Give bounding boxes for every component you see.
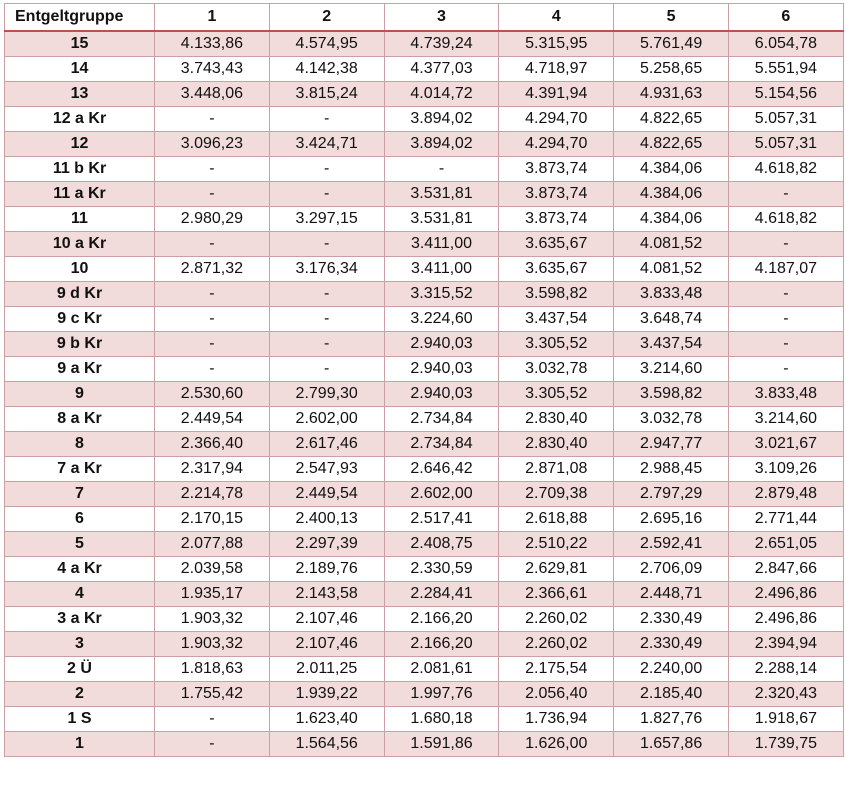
- salary-cell: 2.366,61: [499, 582, 614, 607]
- salary-cell: 3.833,48: [614, 282, 729, 307]
- salary-cell: 1.623,40: [269, 707, 384, 732]
- salary-cell: 2.408,75: [384, 532, 499, 557]
- salary-cell: 2.297,39: [269, 532, 384, 557]
- table-row: [5, 157, 844, 182]
- entgeltgruppe-cell: 6: [5, 507, 155, 532]
- table-body: [5, 31, 844, 757]
- salary-cell: 2.871,32: [155, 257, 270, 282]
- salary-cell: 2.771,44: [728, 507, 843, 532]
- table-row: [5, 507, 844, 532]
- salary-cell: -: [155, 357, 270, 382]
- salary-cell: 3.176,34: [269, 257, 384, 282]
- salary-cell: -: [155, 732, 270, 757]
- salary-cell: 1.827,76: [614, 707, 729, 732]
- salary-cell: 2.330,59: [384, 557, 499, 582]
- salary-cell: 1.903,32: [155, 632, 270, 657]
- salary-cell: 3.437,54: [614, 332, 729, 357]
- salary-cell: 3.598,82: [499, 282, 614, 307]
- salary-cell: 3.032,78: [499, 357, 614, 382]
- salary-cell: 5.154,56: [728, 82, 843, 107]
- entgeltgruppe-cell: 2 Ü: [5, 657, 155, 682]
- salary-cell: 2.011,25: [269, 657, 384, 682]
- salary-cell: 3.894,02: [384, 132, 499, 157]
- salary-cell: 2.988,45: [614, 457, 729, 482]
- entgeltgruppe-cell: 11 a Kr: [5, 182, 155, 207]
- entgeltgruppe-cell: 3 a Kr: [5, 607, 155, 632]
- salary-cell: 2.695,16: [614, 507, 729, 532]
- pay-scale-table: [4, 3, 844, 757]
- salary-cell: -: [269, 282, 384, 307]
- salary-cell: 2.077,88: [155, 532, 270, 557]
- entgeltgruppe-cell: 11: [5, 207, 155, 232]
- salary-cell: 3.305,52: [499, 332, 614, 357]
- salary-cell: 3.109,26: [728, 457, 843, 482]
- salary-cell: -: [269, 157, 384, 182]
- table-row: [5, 457, 844, 482]
- salary-cell: 2.879,48: [728, 482, 843, 507]
- salary-cell: 2.517,41: [384, 507, 499, 532]
- salary-cell: 4.574,95: [269, 31, 384, 57]
- table-row: [5, 182, 844, 207]
- salary-cell: 3.032,78: [614, 407, 729, 432]
- salary-cell: 2.143,58: [269, 582, 384, 607]
- salary-cell: 2.530,60: [155, 382, 270, 407]
- salary-cell: 4.294,70: [499, 107, 614, 132]
- salary-cell: -: [155, 707, 270, 732]
- salary-cell: 4.618,82: [728, 157, 843, 182]
- salary-cell: 2.734,84: [384, 407, 499, 432]
- salary-cell: 1.657,86: [614, 732, 729, 757]
- salary-cell: 1.626,00: [499, 732, 614, 757]
- salary-cell: 3.598,82: [614, 382, 729, 407]
- salary-cell: -: [728, 307, 843, 332]
- salary-cell: 3.411,00: [384, 257, 499, 282]
- salary-cell: -: [728, 182, 843, 207]
- salary-cell: 4.931,63: [614, 82, 729, 107]
- salary-cell: 3.531,81: [384, 182, 499, 207]
- salary-cell: 3.315,52: [384, 282, 499, 307]
- header-stufe-5: 5: [614, 4, 729, 32]
- salary-cell: 5.057,31: [728, 132, 843, 157]
- salary-cell: 4.384,06: [614, 207, 729, 232]
- salary-cell: -: [269, 357, 384, 382]
- salary-cell: -: [155, 307, 270, 332]
- salary-cell: 2.496,86: [728, 582, 843, 607]
- header-entgeltgruppe: Entgeltgruppe: [5, 4, 155, 32]
- entgeltgruppe-cell: 4: [5, 582, 155, 607]
- salary-cell: 2.260,02: [499, 632, 614, 657]
- entgeltgruppe-cell: 9 a Kr: [5, 357, 155, 382]
- salary-cell: 2.288,14: [728, 657, 843, 682]
- salary-cell: 2.284,41: [384, 582, 499, 607]
- entgeltgruppe-cell: 3: [5, 632, 155, 657]
- salary-cell: 4.081,52: [614, 232, 729, 257]
- table-row: [5, 382, 844, 407]
- salary-cell: 3.873,74: [499, 157, 614, 182]
- salary-cell: -: [728, 332, 843, 357]
- entgeltgruppe-cell: 9: [5, 382, 155, 407]
- salary-cell: 2.940,03: [384, 357, 499, 382]
- salary-cell: 2.170,15: [155, 507, 270, 532]
- salary-cell: 2.871,08: [499, 457, 614, 482]
- salary-cell: -: [269, 232, 384, 257]
- salary-cell: 2.830,40: [499, 432, 614, 457]
- salary-cell: -: [269, 332, 384, 357]
- salary-cell: 2.056,40: [499, 682, 614, 707]
- entgeltgruppe-cell: 9 d Kr: [5, 282, 155, 307]
- salary-cell: 2.830,40: [499, 407, 614, 432]
- salary-cell: 2.166,20: [384, 632, 499, 657]
- entgeltgruppe-cell: 2: [5, 682, 155, 707]
- salary-cell: 5.315,95: [499, 31, 614, 57]
- salary-cell: 3.021,67: [728, 432, 843, 457]
- salary-cell: 1.903,32: [155, 607, 270, 632]
- salary-cell: -: [155, 332, 270, 357]
- salary-cell: 4.384,06: [614, 157, 729, 182]
- table-row: [5, 732, 844, 757]
- header-stufe-2: 2: [269, 4, 384, 32]
- salary-cell: 4.384,06: [614, 182, 729, 207]
- salary-cell: 2.039,58: [155, 557, 270, 582]
- salary-cell: 2.797,29: [614, 482, 729, 507]
- entgeltgruppe-cell: 8: [5, 432, 155, 457]
- salary-cell: 3.437,54: [499, 307, 614, 332]
- salary-cell: -: [269, 107, 384, 132]
- salary-cell: 2.081,61: [384, 657, 499, 682]
- entgeltgruppe-cell: 12: [5, 132, 155, 157]
- table-row: [5, 282, 844, 307]
- salary-cell: 2.366,40: [155, 432, 270, 457]
- salary-cell: -: [155, 157, 270, 182]
- salary-cell: 3.531,81: [384, 207, 499, 232]
- salary-cell: 1.739,75: [728, 732, 843, 757]
- table-row: [5, 557, 844, 582]
- salary-cell: 2.448,71: [614, 582, 729, 607]
- salary-cell: 3.635,67: [499, 232, 614, 257]
- salary-cell: 1.997,76: [384, 682, 499, 707]
- salary-cell: 2.706,09: [614, 557, 729, 582]
- salary-cell: 2.320,43: [728, 682, 843, 707]
- table-row: [5, 232, 844, 257]
- entgeltgruppe-cell: 1: [5, 732, 155, 757]
- salary-cell: 3.743,43: [155, 57, 270, 82]
- salary-cell: 2.107,46: [269, 632, 384, 657]
- salary-cell: 2.940,03: [384, 382, 499, 407]
- salary-cell: -: [269, 307, 384, 332]
- salary-cell: 1.818,63: [155, 657, 270, 682]
- salary-cell: -: [155, 182, 270, 207]
- salary-cell: 3.214,60: [614, 357, 729, 382]
- salary-cell: 1.680,18: [384, 707, 499, 732]
- entgeltgruppe-cell: 10: [5, 257, 155, 282]
- salary-cell: 3.424,71: [269, 132, 384, 157]
- entgeltgruppe-cell: 13: [5, 82, 155, 107]
- salary-cell: 2.980,29: [155, 207, 270, 232]
- salary-cell: 2.496,86: [728, 607, 843, 632]
- table-row: [5, 357, 844, 382]
- salary-cell: 2.734,84: [384, 432, 499, 457]
- salary-cell: 3.214,60: [728, 407, 843, 432]
- salary-cell: 4.014,72: [384, 82, 499, 107]
- salary-cell: 2.651,05: [728, 532, 843, 557]
- salary-cell: 3.894,02: [384, 107, 499, 132]
- salary-cell: 3.635,67: [499, 257, 614, 282]
- salary-cell: 2.449,54: [269, 482, 384, 507]
- salary-cell: 1.918,67: [728, 707, 843, 732]
- salary-cell: 3.297,15: [269, 207, 384, 232]
- table-row: [5, 607, 844, 632]
- table-row: [5, 582, 844, 607]
- salary-cell: 2.400,13: [269, 507, 384, 532]
- salary-cell: 2.602,00: [384, 482, 499, 507]
- table-row: [5, 432, 844, 457]
- salary-cell: 4.739,24: [384, 31, 499, 57]
- table-row: [5, 632, 844, 657]
- salary-cell: 3.648,74: [614, 307, 729, 332]
- salary-cell: 2.629,81: [499, 557, 614, 582]
- salary-cell: 2.617,46: [269, 432, 384, 457]
- salary-cell: 2.646,42: [384, 457, 499, 482]
- salary-cell: 1.939,22: [269, 682, 384, 707]
- salary-cell: 2.185,40: [614, 682, 729, 707]
- table-row: [5, 132, 844, 157]
- header-row: [5, 4, 844, 32]
- salary-cell: 2.449,54: [155, 407, 270, 432]
- salary-cell: 6.054,78: [728, 31, 843, 57]
- salary-cell: 2.602,00: [269, 407, 384, 432]
- header-stufe-6: 6: [728, 4, 843, 32]
- salary-cell: 2.107,46: [269, 607, 384, 632]
- entgeltgruppe-cell: 15: [5, 31, 155, 57]
- entgeltgruppe-cell: 12 a Kr: [5, 107, 155, 132]
- salary-cell: 3.873,74: [499, 182, 614, 207]
- salary-cell: -: [728, 232, 843, 257]
- salary-cell: 4.133,86: [155, 31, 270, 57]
- salary-cell: 2.214,78: [155, 482, 270, 507]
- salary-cell: 4.822,65: [614, 107, 729, 132]
- salary-cell: 1.935,17: [155, 582, 270, 607]
- entgeltgruppe-cell: 11 b Kr: [5, 157, 155, 182]
- salary-cell: -: [269, 182, 384, 207]
- table-row: [5, 707, 844, 732]
- salary-cell: -: [728, 357, 843, 382]
- table-row: [5, 31, 844, 57]
- salary-cell: 2.799,30: [269, 382, 384, 407]
- salary-cell: 2.947,77: [614, 432, 729, 457]
- salary-cell: -: [155, 232, 270, 257]
- entgeltgruppe-cell: 14: [5, 57, 155, 82]
- salary-cell: 3.411,00: [384, 232, 499, 257]
- salary-cell: 5.057,31: [728, 107, 843, 132]
- salary-cell: 1.755,42: [155, 682, 270, 707]
- salary-cell: 3.448,06: [155, 82, 270, 107]
- salary-cell: 4.081,52: [614, 257, 729, 282]
- salary-cell: 3.815,24: [269, 82, 384, 107]
- salary-cell: -: [728, 282, 843, 307]
- salary-cell: -: [155, 282, 270, 307]
- salary-cell: 2.317,94: [155, 457, 270, 482]
- salary-cell: 3.096,23: [155, 132, 270, 157]
- header-stufe-1: 1: [155, 4, 270, 32]
- salary-cell: 2.166,20: [384, 607, 499, 632]
- salary-cell: 5.551,94: [728, 57, 843, 82]
- salary-cell: 2.189,76: [269, 557, 384, 582]
- header-stufe-4: 4: [499, 4, 614, 32]
- salary-cell: 4.294,70: [499, 132, 614, 157]
- table-row: [5, 57, 844, 82]
- salary-cell: 3.224,60: [384, 307, 499, 332]
- table-row: [5, 657, 844, 682]
- salary-cell: 5.258,65: [614, 57, 729, 82]
- salary-cell: 1.564,56: [269, 732, 384, 757]
- salary-cell: 2.709,38: [499, 482, 614, 507]
- salary-cell: 2.510,22: [499, 532, 614, 557]
- salary-cell: -: [155, 107, 270, 132]
- table-row: [5, 82, 844, 107]
- table-row: [5, 682, 844, 707]
- salary-cell: 2.618,88: [499, 507, 614, 532]
- entgeltgruppe-cell: 10 a Kr: [5, 232, 155, 257]
- table-row: [5, 257, 844, 282]
- table-row: [5, 407, 844, 432]
- salary-cell: 1.736,94: [499, 707, 614, 732]
- salary-cell: 4.822,65: [614, 132, 729, 157]
- salary-cell: 2.330,49: [614, 632, 729, 657]
- salary-cell: 2.592,41: [614, 532, 729, 557]
- salary-cell: -: [384, 157, 499, 182]
- salary-cell: 2.240,00: [614, 657, 729, 682]
- table-row: [5, 207, 844, 232]
- salary-cell: 2.175,54: [499, 657, 614, 682]
- salary-cell: 2.330,49: [614, 607, 729, 632]
- salary-cell: 2.394,94: [728, 632, 843, 657]
- salary-cell: 3.873,74: [499, 207, 614, 232]
- entgeltgruppe-cell: 7 a Kr: [5, 457, 155, 482]
- salary-cell: 5.761,49: [614, 31, 729, 57]
- salary-cell: 1.591,86: [384, 732, 499, 757]
- entgeltgruppe-cell: 5: [5, 532, 155, 557]
- table-row: [5, 332, 844, 357]
- salary-cell: 2.847,66: [728, 557, 843, 582]
- table-row: [5, 307, 844, 332]
- entgeltgruppe-cell: 9 b Kr: [5, 332, 155, 357]
- header-stufe-3: 3: [384, 4, 499, 32]
- salary-cell: 4.618,82: [728, 207, 843, 232]
- salary-cell: 2.260,02: [499, 607, 614, 632]
- salary-cell: 3.305,52: [499, 382, 614, 407]
- salary-cell: 4.377,03: [384, 57, 499, 82]
- entgeltgruppe-cell: 9 c Kr: [5, 307, 155, 332]
- table-row: [5, 482, 844, 507]
- table-row: [5, 532, 844, 557]
- salary-cell: 4.187,07: [728, 257, 843, 282]
- entgeltgruppe-cell: 1 S: [5, 707, 155, 732]
- salary-cell: 4.718,97: [499, 57, 614, 82]
- entgeltgruppe-cell: 4 a Kr: [5, 557, 155, 582]
- salary-cell: 2.547,93: [269, 457, 384, 482]
- salary-cell: 2.940,03: [384, 332, 499, 357]
- salary-cell: 4.142,38: [269, 57, 384, 82]
- entgeltgruppe-cell: 7: [5, 482, 155, 507]
- entgeltgruppe-cell: 8 a Kr: [5, 407, 155, 432]
- table-row: [5, 107, 844, 132]
- salary-cell: 3.833,48: [728, 382, 843, 407]
- salary-cell: 4.391,94: [499, 82, 614, 107]
